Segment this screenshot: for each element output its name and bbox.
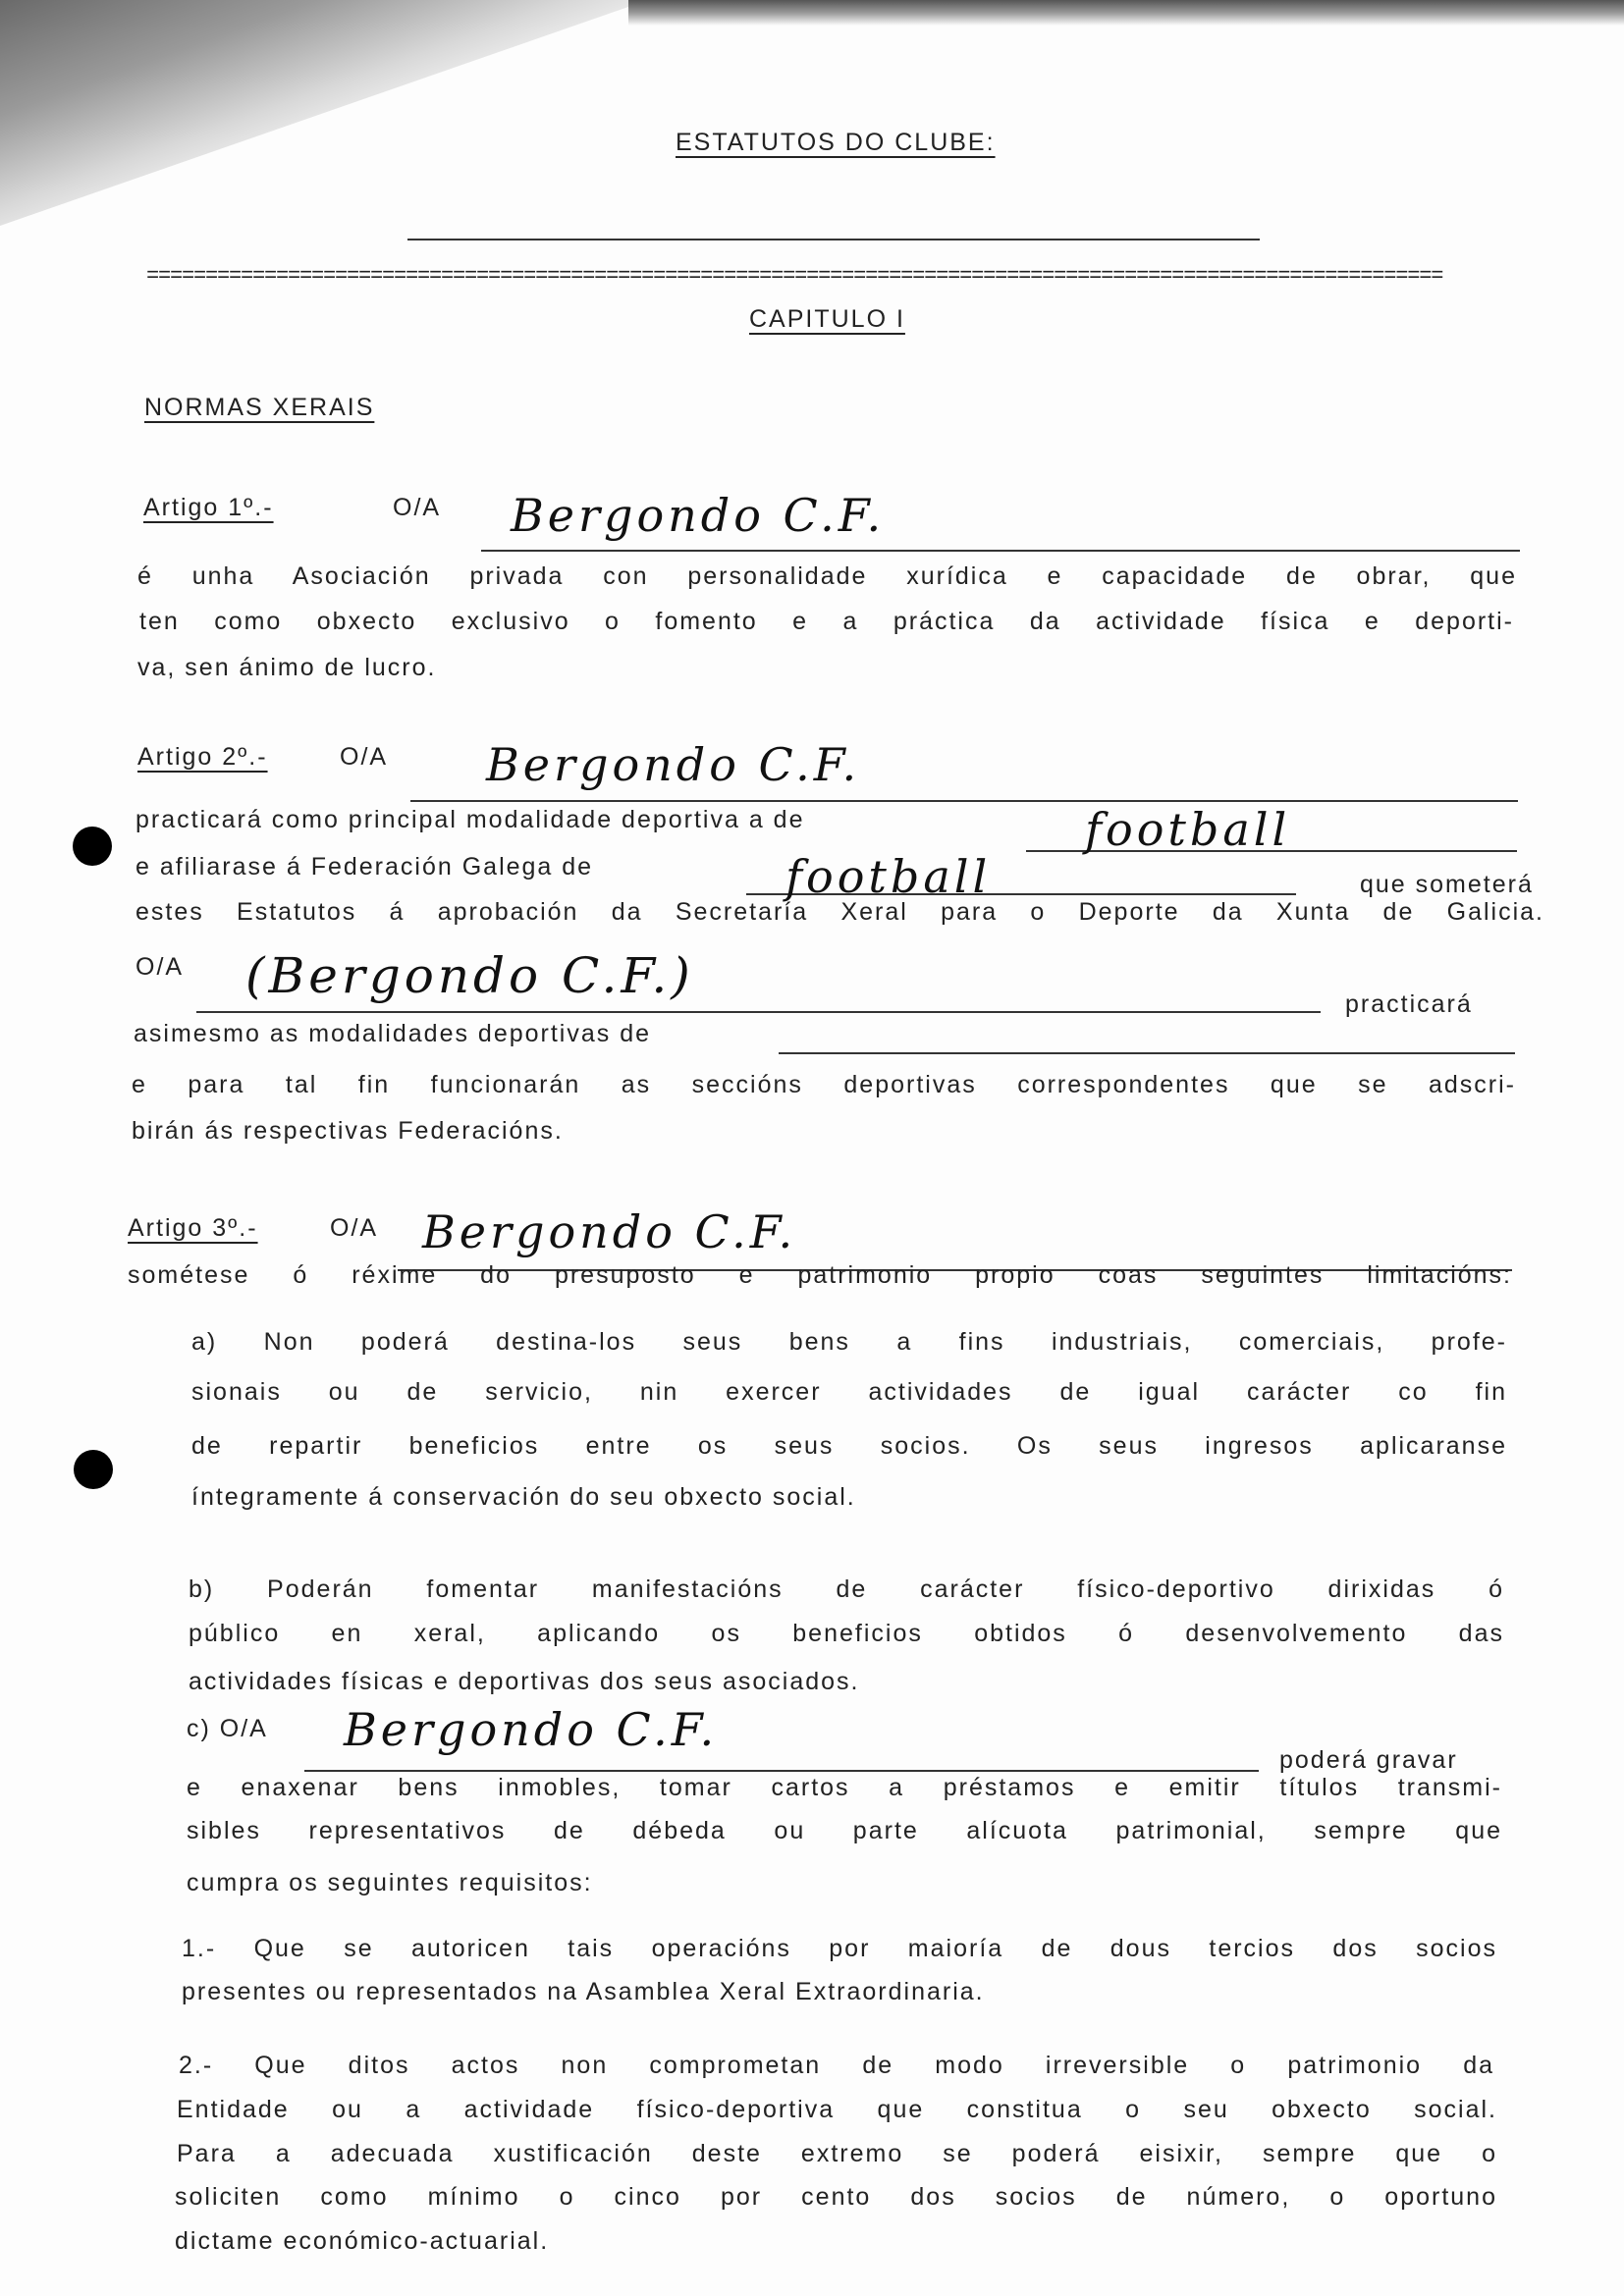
article-3-text: sométese ó réxime do presuposto e patrimonio propio coas seguintes limitacións:	[128, 1261, 1512, 1289]
clause-c-handwritten-name: Bergondo C.F.	[344, 1703, 719, 1756]
article-2-text: asimesmo as modalidades deportivas de	[134, 1020, 652, 1047]
clause-b: actividades físicas e deportivas dos seus asociados.	[189, 1668, 860, 1695]
clause-c-prefix: c) O/A	[187, 1715, 268, 1742]
other-sports-blank	[779, 1052, 1515, 1054]
article-2-text: practicará como principal modalidade deportiva a de	[135, 806, 805, 833]
requirement-2: 2.- Que ditos actos non comprometan de modo irreversible o patrimonio da	[179, 2052, 1494, 2079]
section-heading: NORMAS XERAIS	[144, 394, 375, 421]
article-2-blank	[410, 800, 1518, 802]
clause-a: íntegramente á conservación do seu obxecto social.	[191, 1483, 856, 1511]
article-2-text: birán ás respectivas Federacións.	[132, 1117, 564, 1145]
clause-c: sibles representativos de débeda ou parte alícuota patrimonial, sempre que	[187, 1817, 1502, 1844]
article-2-text: e para tal fin funcionarán as seccións deportivas correspondentes que se adscri-	[132, 1071, 1516, 1098]
clause-c: e enaxenar bens inmobles, tomar cartos a préstamos e emitir títulos transmi-	[187, 1774, 1502, 1801]
scan-shadow	[0, 0, 648, 226]
scan-edge	[628, 0, 1624, 26]
article-1-handwritten-name: Bergondo C.F.	[511, 489, 886, 542]
article-1-prefix: O/A	[393, 494, 442, 521]
clause-c-blank	[304, 1770, 1259, 1772]
article-1-text: va, sen ánimo de lucro.	[137, 654, 437, 681]
document-title: ESTATUTOS DO CLUBE:	[676, 129, 996, 156]
requirement-2: Entidade ou a actividade físico-deportiva que constitua o seu obxecto social.	[177, 2096, 1497, 2123]
article-1-blank	[481, 550, 1520, 552]
punch-hole	[73, 827, 112, 866]
article-2-text: practicará	[1345, 990, 1473, 1018]
article-2-text: e afiliarase á Federación Galega de	[135, 853, 594, 881]
chapter-heading: CAPITULO I	[749, 305, 905, 333]
article-1-text: é unha Asociación privada con personalidade xurídica e capacidade de obrar, que	[137, 562, 1517, 590]
article-2-text: estes Estatutos á aprobación da Secretaría Xeral para o Deporte da Xunta de Galicia.	[135, 898, 1544, 926]
clause-c: cumpra os seguintes requisitos:	[187, 1869, 593, 1896]
requirement-2: Para a adecuada xustificación deste extremo se poderá eisixir, sempre que o	[177, 2140, 1497, 2167]
article-3-label: Artigo 3º.-	[128, 1214, 258, 1242]
clause-b: b) Poderán fomentar manifestacións de carácter físico-deportivo dirixidas ó	[189, 1575, 1504, 1603]
clause-a: de repartir beneficios entre os seus socios. Os seus ingresos aplicaranse	[191, 1432, 1507, 1460]
clause-a: a) Non poderá destina-los seus bens a fins industriais, comerciais, profe-	[191, 1328, 1507, 1356]
article-2-prefix-2: O/A	[135, 953, 185, 981]
article-1-label: Artigo 1º.-	[143, 494, 274, 521]
punch-hole	[74, 1450, 113, 1489]
separator-line: ==============================================================================================================	[146, 267, 1443, 287]
requirement-2: dictame económico-actuarial.	[175, 2227, 550, 2255]
article-2-handwritten-name: Bergondo C.F.	[486, 738, 861, 791]
club-blank	[196, 1011, 1321, 1013]
handwritten-sport: football	[1085, 803, 1291, 856]
article-3-handwritten-name: Bergondo C.F.	[422, 1205, 797, 1258]
clause-c-text: poderá gravar	[1279, 1746, 1458, 1774]
requirement-2: soliciten como mínimo o cinco por cento dos socios de número, o oportuno	[175, 2183, 1497, 2211]
article-2-label: Artigo 2º.-	[137, 743, 268, 771]
requirement-1: presentes ou representados na Asamblea Xeral Extraordinaria.	[182, 1978, 985, 2005]
club-name-blank	[407, 239, 1260, 240]
clause-a: sionais ou de servicio, nin exercer actividades de igual carácter co fin	[191, 1378, 1507, 1406]
handwritten-federation: football	[785, 850, 992, 903]
article-2-text: que someterá	[1360, 871, 1534, 898]
article-2-prefix: O/A	[340, 743, 389, 771]
article-1-text: ten como obxecto exclusivo o fomento e a práctica da actividade física e deporti-	[139, 608, 1514, 635]
article-3-prefix: O/A	[330, 1214, 379, 1242]
clause-b: público en xeral, aplicando os beneficios obtidos ó desenvolvemento das	[189, 1620, 1504, 1647]
handwritten-name-parenthesized: (Bergondo C.F.)	[245, 947, 694, 1004]
requirement-1: 1.- Que se autoricen tais operacións por maioría de dous tercios dos socios	[182, 1935, 1497, 1962]
